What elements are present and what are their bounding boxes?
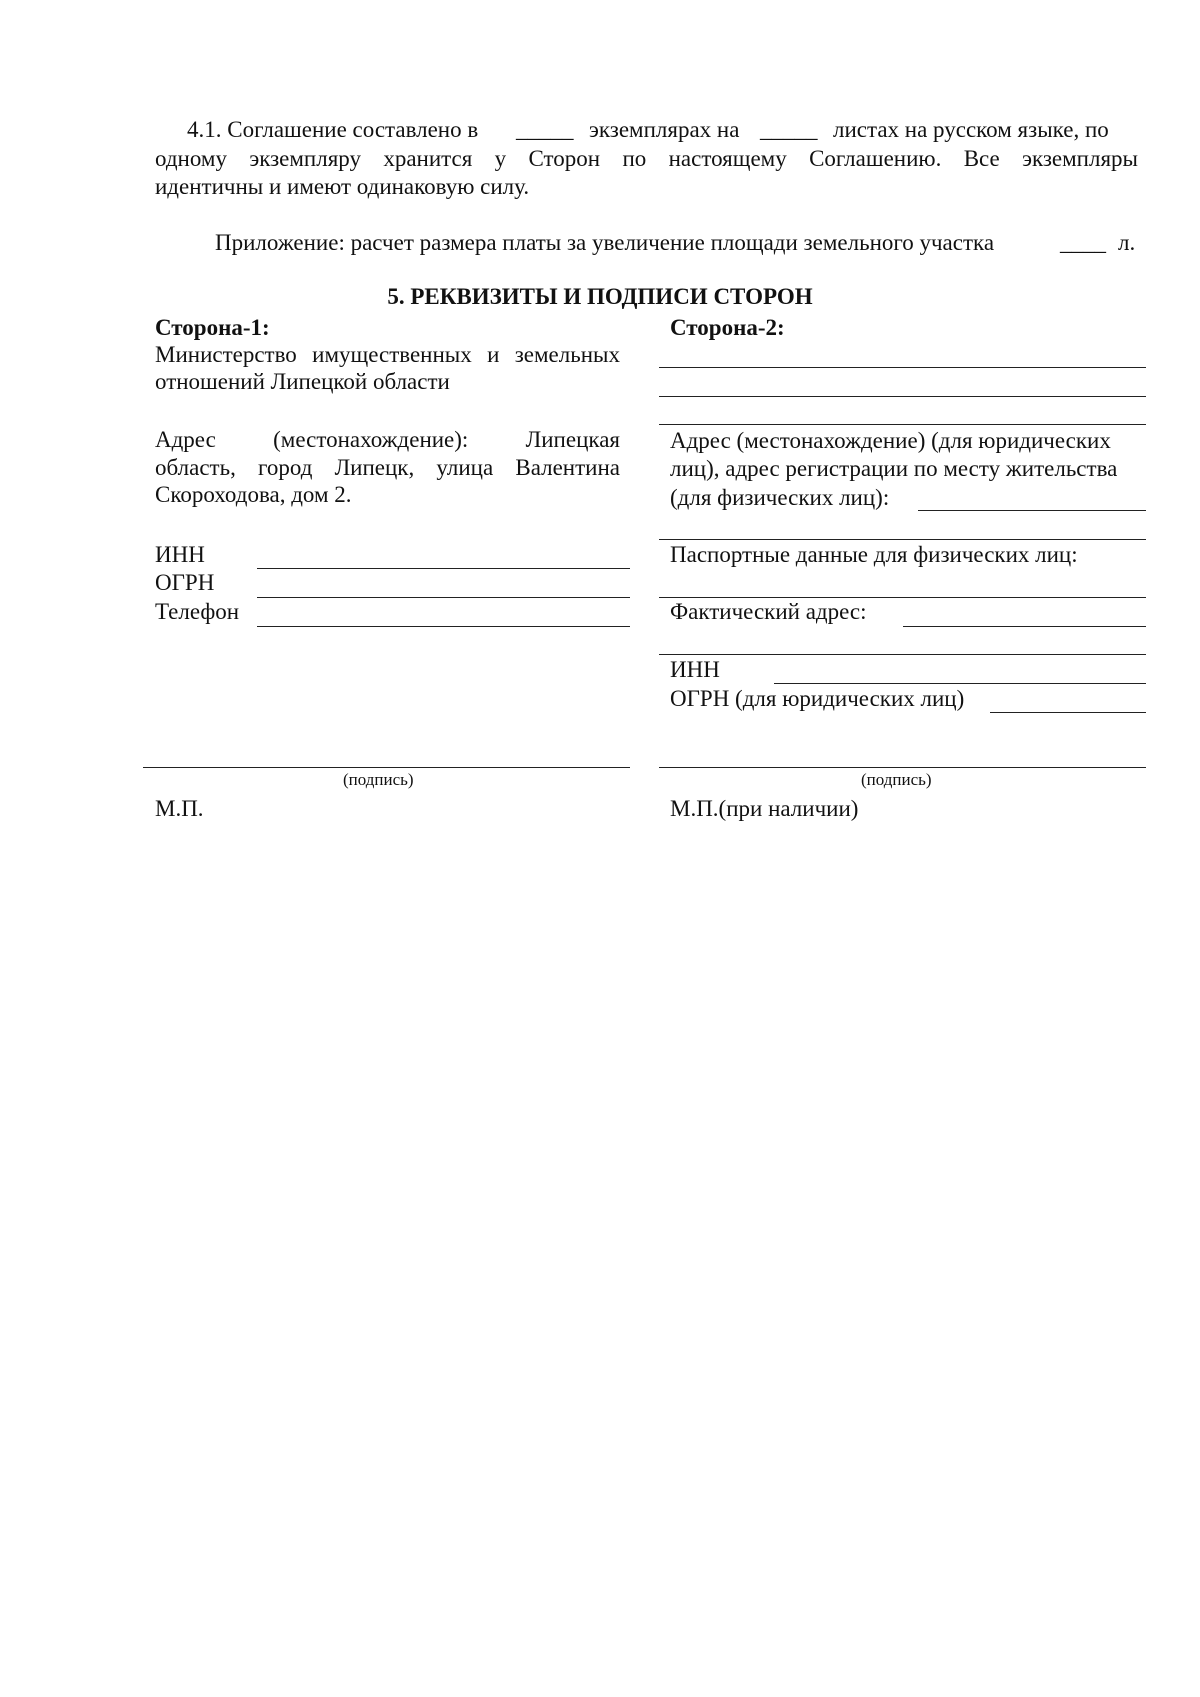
party2-actual-address-label: Фактический адрес: <box>670 599 867 624</box>
party2-ogrn-label: ОГРН (для юридических лиц) <box>670 686 965 711</box>
appendix-suffix: л. <box>1118 230 1136 255</box>
party2-name-field-2[interactable] <box>659 396 1146 397</box>
party2-inn-field[interactable] <box>774 683 1146 684</box>
copies-blank: _____ <box>516 117 574 142</box>
party2-address-line-1: Адрес (местонахождение) (для юридических <box>670 428 1111 453</box>
section-title: 5. РЕКВИЗИТЫ И ПОДПИСИ СТОРОН <box>387 284 813 309</box>
party1-address-line-3: Скороходова, дом 2. <box>155 482 352 507</box>
party2-actual-address-field-inline[interactable] <box>903 626 1146 627</box>
party1-phone-field[interactable] <box>257 626 630 627</box>
clause-text-part-1: 4.1. Соглашение составлено в <box>187 117 479 142</box>
party1-phone-label: Телефон <box>155 599 240 624</box>
party2-address-line-3: (для физических лиц): <box>670 485 890 510</box>
party1-name-line-2: отношений Липецкой области <box>155 369 450 394</box>
party1-name-line-1: Министерство имущественных и земельных <box>155 342 620 367</box>
party1-address-line-2: область, город Липецк, улица Валентина <box>155 455 620 480</box>
party1-stamp: М.П. <box>155 796 204 821</box>
appendix-text: Приложение: расчет размера платы за увеличение площади земельного участка <box>215 230 995 255</box>
party2-address-field-inline[interactable] <box>918 510 1146 511</box>
party2-stamp: М.П.(при наличии) <box>670 796 859 821</box>
party2-name-field-3[interactable] <box>659 424 1146 425</box>
party1-inn-field[interactable] <box>257 568 630 569</box>
party2-actual-address-field[interactable] <box>659 654 1146 655</box>
clause-text-part-2: экземплярах на <box>589 117 740 142</box>
party2-address-line-2: лиц), адрес регистрации по месту жительства <box>670 456 1118 481</box>
appendix-blank: ____ <box>1060 230 1106 255</box>
sheets-blank: _____ <box>760 117 818 142</box>
party2-signature-caption: (подпись) <box>861 770 932 789</box>
party1-address-line-1: Адрес (местонахождение): Липецкая <box>155 427 620 452</box>
party1-heading: Сторона-1: <box>155 315 270 340</box>
party2-ogrn-field[interactable] <box>990 712 1146 713</box>
party2-passport-label: Паспортные данные для физических лиц: <box>670 542 1078 567</box>
party2-address-field[interactable] <box>659 539 1146 540</box>
clause-text-line-2: одному экземпляру хранится у Сторон по настоящему Соглашению. Все экземпляры <box>155 146 1138 171</box>
clause-text-line-3: идентичны и имеют одинаковую силу. <box>155 174 530 199</box>
party2-name-field-1[interactable] <box>659 367 1146 368</box>
party2-heading: Сторона-2: <box>670 315 785 340</box>
party1-signature-caption: (подпись) <box>343 770 414 789</box>
clause-text-part-3: листах на русском языке, по <box>833 117 1109 142</box>
party1-ogrn-label: ОГРН <box>155 570 215 595</box>
party1-ogrn-field[interactable] <box>257 597 630 598</box>
party2-inn-label: ИНН <box>670 657 720 682</box>
party1-inn-label: ИНН <box>155 542 205 567</box>
